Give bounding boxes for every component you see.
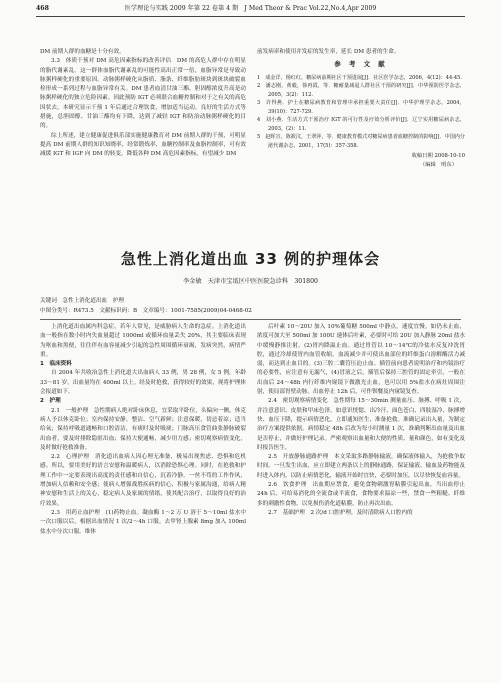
classification-codes: 中图分类号：R473.5 文献标识码：B 文章编号：1001-7585(2009)04-0468-02 [40,308,252,314]
body-paragraph: 上消化道出血属内科急症，若年人常见，是威胁病人生命的急症。上消化道出血一般指在数小时内失血量超过 1000ml 或循环血量丢失 20%，其主要临床表现为呕血和黑便，往往伴有血容量减少引起的急性周围循环衰竭，发病突然，病情严重。 [40,324,246,358]
body-paragraph: 2.7 基础护理 2 次/d 口腔护理，及时清除病人口腔内的 [268,509,413,516]
body-paragraph: 2.4 密切观察病情变化 急性期每 15～30min 测量血压、脉搏、呼吸 1 次，并注意意识、皮肤和甲床色泽，如意识恍惚、出冷汗、面色苍白、四肢湿冷、脉搏增快、血压下降，提示病情恶化，立即通知医生，准备抢救。准确记录出入量，为制定治疗方案提供依据。病情稳定 48h 后改为每小时测量 1 次，准确判断出血量及出血是否停止，并做好护理记录。严密观察出血量和大便的性质、量和颜色，如有变化及时报告医生。 [257,398,465,451]
previous-article-paragraph: 3.3 体质干预对 DM 高危因素指标的改善评估 DM 的高危人群中存在明显的脂代谢紊乱。这一群体血脂代谢紊乱的可能性高出正常一倍，血脂异常是导致动脉粥样硬化的重要原因。动脉粥样硬化从脂质、脂条、纤维脂肪斑块到斑块破裂血栓形成一系列过程与血脂异常有关。DM 患者血清甘油三酯、胆固醇浓度升高是动脉粥样硬化的独立危险因素。因此预防 IGT 必须联合血糖控制和对于之有关的高危因状去。本研究显示干预 1 年后通过合理饮食，增加适当运动，良好的生活方式等措施，总胆固醇、甘油三酯均有下降，达到了减轻 IGT 和防治动脉粥样硬化的目的。 [40,58,246,130]
body-paragraph: 2.2 心理护理 消化道出血病人因心理无准备，极易出现焦虑、恐惧和危机感。所以，要用美好的语言安慰和温暖病人，以消除恐惧心理。同时，在抢救和护理工作中一定要表现出高度的责任感和自信心，沉着冷静，一丝不苟的工作作风，增加病人信赖和安全感；使病人增强战胜疾病的信心，积极与家属沟通，给病人精神安慰和生活上的关心，稳定病人及家属的情绪，使其配合治疗，以取得良好的治疗效果。 [40,454,246,507]
received-date: 收稿日期 2008-10-10 [411,153,465,160]
journal-citation: 医学理论与实践 2009 年第 22 卷第 4 期 J Med Theor & Prac Vol.22,No.4,Apr 2009 [124,5,377,12]
previous-article-left-column [40,48,246,160]
body-paragraph: 自 2004 年共收治急性上消化道大出血病人 33 例，男 28 例，女 5 例，年龄 33～81 岁。出血量均在 400ml 以上。经及时抢救，获得较好的效果，现将护理体会报道如下。 [40,370,246,396]
article-author: 李金敏 天津市宝坻区中医医院急诊科 301800 [183,278,318,285]
section-divider [40,319,461,320]
reference-item: 1 成金洋，杨红红，糖尿病前期社区干预进展[J]．社区医学杂志，2006，4(12)：44-45. [257,74,463,81]
body-paragraph: 2.3 用药止血护理 (1)药物止血。凝血酶 1～2 万 U 溶于 5～10ml 盐水中一次口服以后，根据出血情况 1 次/2～4h 口服。去甲肾上腺素 8mg 加入 100ml 盐水中分次口服。维体 [40,509,246,535]
reference-item: 2 潘志刚，黄毅，徐再霞，等．糖耐量减退人群社区干预的研究[J]．中华预防医学杂志，2005，3(2)：112. [257,83,465,98]
body-paragraph: 后叶素 10～20U 加入 10%葡萄糖 500ml 中静点，速度宜慢。如仍未止血，浓度可加大至 500ml 加 100U 速体后叶素，必要时可给 20U 加入静脉 20ml 盐水中缓慢静推注射。(2)胃内降温止血。通过胃管以 10～14℃的冷盐水反复冲洗胃腔，通过冷却使胃内血管收缩，血流减少并可使出血部位的纤维蛋白溶解酶活力减弱，而达到止血目的。(3)三腔二囊管压迫止血。插管前向患者说明治疗和内镜治疗的必要性，应注意有无漏气，(4)冒液之后，插管后保持三腔管的固定牵引，一般在出血后 24～48h 内行纤维内窥镜下做激光止血，也可以用 5%盐水在病灶周围注射，使局部胃壁动脉。出血停止 12h 后，可作钡餐及内窥镜复查。 [257,324,465,396]
previous-article-paragraph: DM 前期人群的血糖是十分有效。 [40,49,125,55]
article-title: 急性上消化道出血 33 例的护理体会 [120,250,381,268]
editor-note: （编辑 明东） [419,162,457,169]
keywords: 关键词 急性上消化道出血 护理 [40,298,124,304]
previous-article-right-column [257,48,465,170]
article-right-column [257,323,465,518]
page-number: 468 [36,5,49,12]
section-heading: 1 临床资料 [40,361,72,368]
running-header [36,3,465,17]
body-paragraph: 2.5 开放静脉通路护理 本文采取多路静脉输液，确保液体输入，为抢救争取时间。一旦发生出血，应立即建立两条以上的静脉通路，保证输液、输血及药物能及时进入体内，以防止病情恶化，输液开始时宜快，必要时加压，以尽快恢复血容量。 [257,454,465,479]
body-paragraph: 2.1 一般护理 急性期病人绝对卧床休息，宜采取平卧位，头偏向一侧，休克病人予以休克卧位；室内保持安静、整洁、空气新鲜；注意保暖，切忌着凉；适当给氧；保持呼吸道通畅和口腔清洁，有痰时及时吸痰；门脉高压食管曲张静脉破裂出血者，要及时排除隐匿出血；保持大便通畅，减少用力感；密切观察病情变化，及时做好抢救准备。 [40,407,246,451]
reference-list [257,74,465,151]
section-heading: 2 护理 [40,398,61,405]
article-left-column [40,323,246,537]
reference-item: 3 许得燕．护士在糖尿病教育和管理中承担重要大责任[J]．中华护理学杂志，2004，39(10)：727-729. [257,100,465,115]
previous-article-closing: 前发病率和使用并发症的发生率，延长 DM 患者的生命。 [257,49,400,55]
body-paragraph: 2.6 饮食护理 出血期应禁食，避免食物刺激胃粘膜引起出血，当出血停止 24h 后，可给易消化的全流食或半流食，食物要求温凉一些，禁食一些粗糙、纤维多的刺激性食物，以免损伤消化道粘膜，防止再次出血。 [257,482,465,507]
reference-item: 4 刘小燕．生活方式干预治疗 IGT 的可行性及疗效分析评价[J]．辽宁实用糖尿病杂志，2003，(2)：11. [257,117,465,132]
reference-item: 5 赵晖宣，陈筱汶，王翠萍，等．健康教育模式对糖尿病患者血糖控制的影响[J]．中国内分泌代谢杂志，2001，17(5)：357-358. [257,134,465,149]
references-heading: 参 考 文 献 [334,60,388,69]
previous-article-paragraph: 综上所述，建立健康促进俱乐部实施健康教育对 DM 前期人群的干预，可明显提高 DM 前期人群的知识知晓率，经常锻炼率、血糖控制率及血脂控制率，可有效减缓 IGT 和 IGF 向 DM 的转变，降低各种 DM 高危因素指标，有望减少 DM [40,132,246,158]
